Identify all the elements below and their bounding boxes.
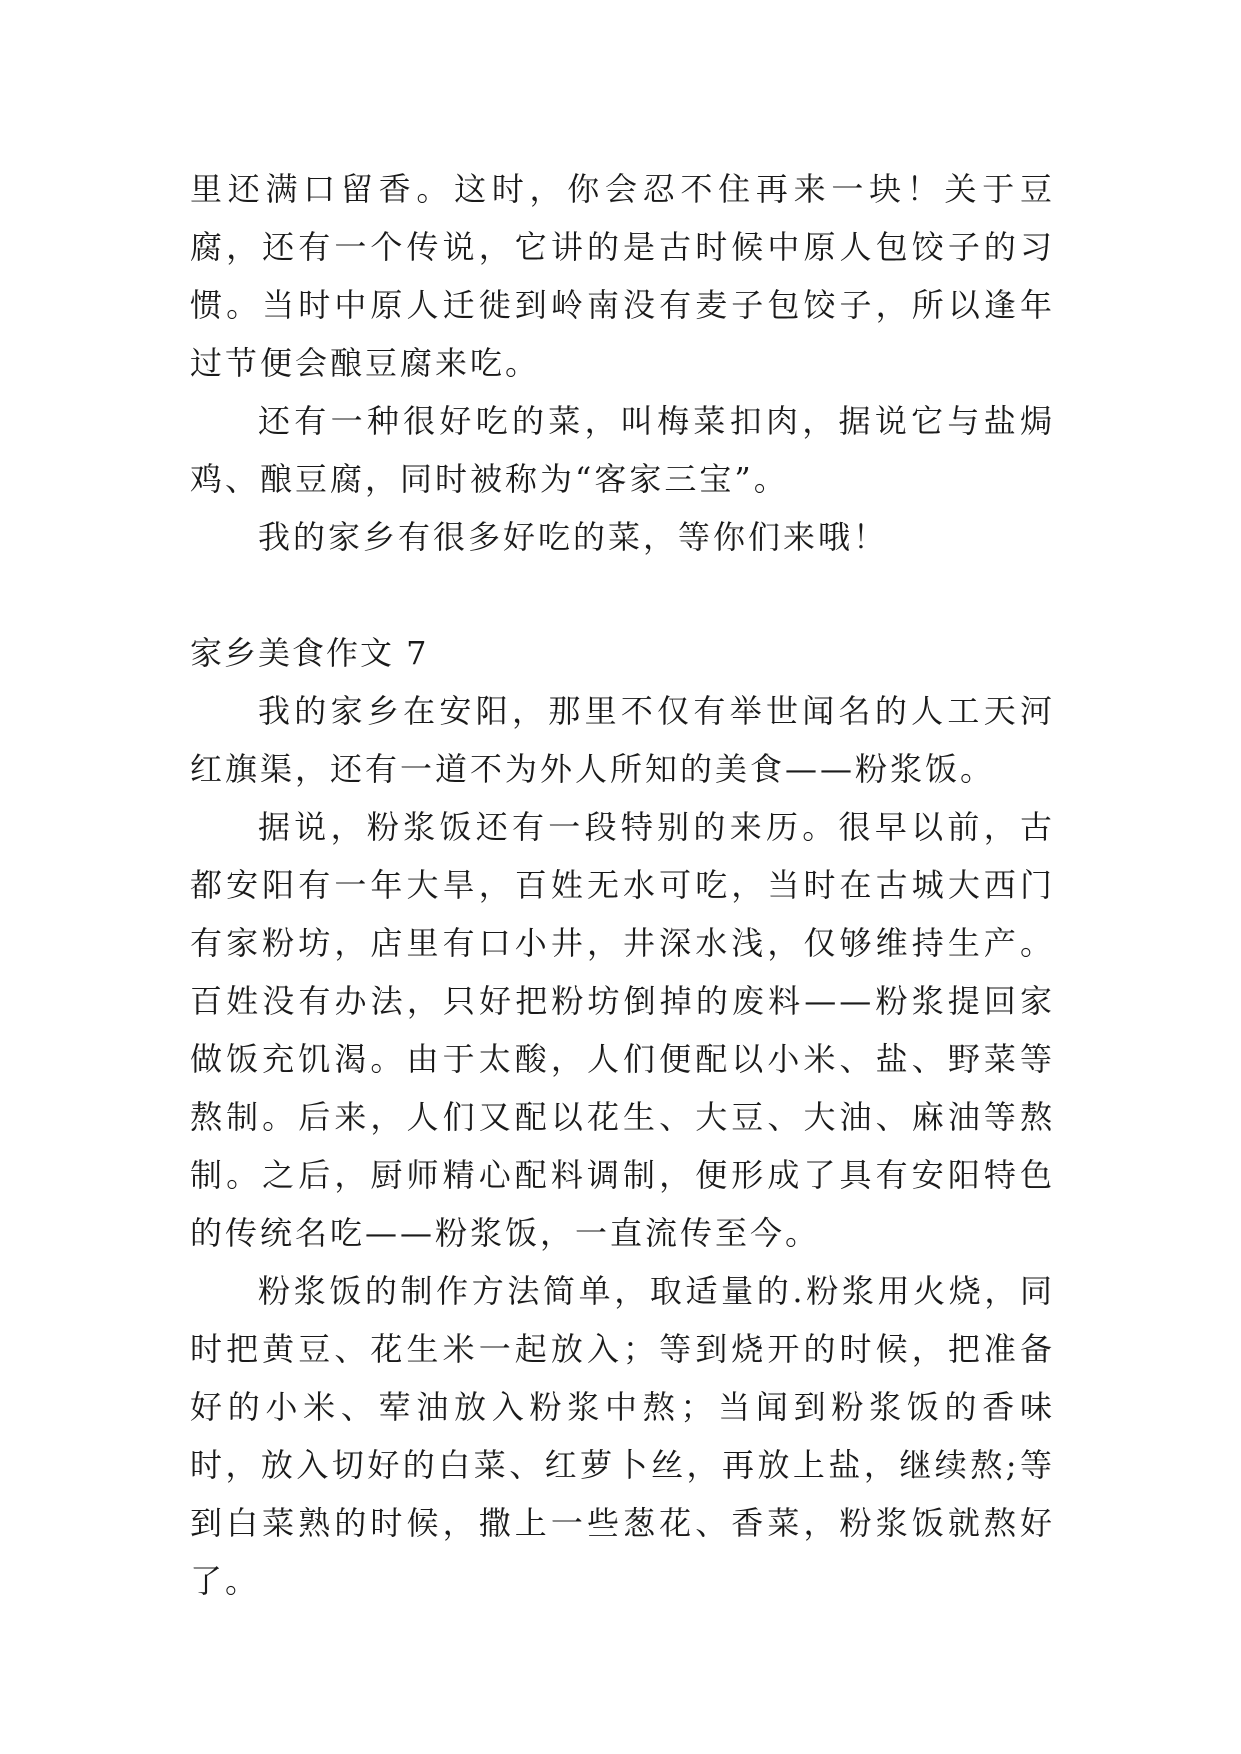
paragraph-anyang-intro: 我的家乡在安阳，那里不仅有举世闻名的人工天河红旗渠，还有一道不为外人所知的美食——粉浆饭。 [190, 692, 1055, 788]
paragraph-fenjiangfan-recipe: 粉浆饭的制作方法简单，取适量的.粉浆用火烧，同时把黄豆、花生米一起放入；等到烧开的时候，把准备好的小米、荤油放入粉浆中熬；当闻到粉浆饭的香味时，放入切好的白菜、红萝卜丝，再放上盐，继续熬;等到白菜熟的时候，撒上一些葱花、香菜，粉浆饭就熬好了。 [190, 1272, 1055, 1600]
paragraph-tofu-legend: 里还满口留香。这时，你会忍不住再来一块！关于豆腐，还有一个传说，它讲的是古时候中原人包饺子的习惯。当时中原人迁徙到岭南没有麦子包饺子，所以逢年过节便会酿豆腐来吃。 [190, 170, 1055, 382]
paragraph-invitation: 我的家乡有很多好吃的菜，等你们来哦！ [258, 518, 889, 556]
section-title: 家乡美食作文 7 [190, 634, 429, 672]
document-body [190, 160, 1055, 1610]
paragraph-fenjiangfan-history: 据说，粉浆饭还有一段特别的来历。很早以前，古都安阳有一年大旱，百姓无水可吃，当时在古城大西门有家粉坊，店里有口小井，井深水浅，仅够维持生产。百姓没有办法，只好把粉坊倒掉的废料——粉浆提回家做饭充饥渴。由于太酸，人们便配以小米、盐、野菜等熬制。后来，人们又配以花生、大豆、大油、麻油等熬制。之后，厨师精心配料调制，便形成了具有安阳特色的传统名吃——粉浆饭，一直流传至今。 [190, 808, 1055, 1252]
paragraph-meicai-kourou: 还有一种很好吃的菜，叫梅菜扣肉，据说它与盐焗鸡、酿豆腐，同时被称为“客家三宝”。 [190, 402, 1055, 498]
